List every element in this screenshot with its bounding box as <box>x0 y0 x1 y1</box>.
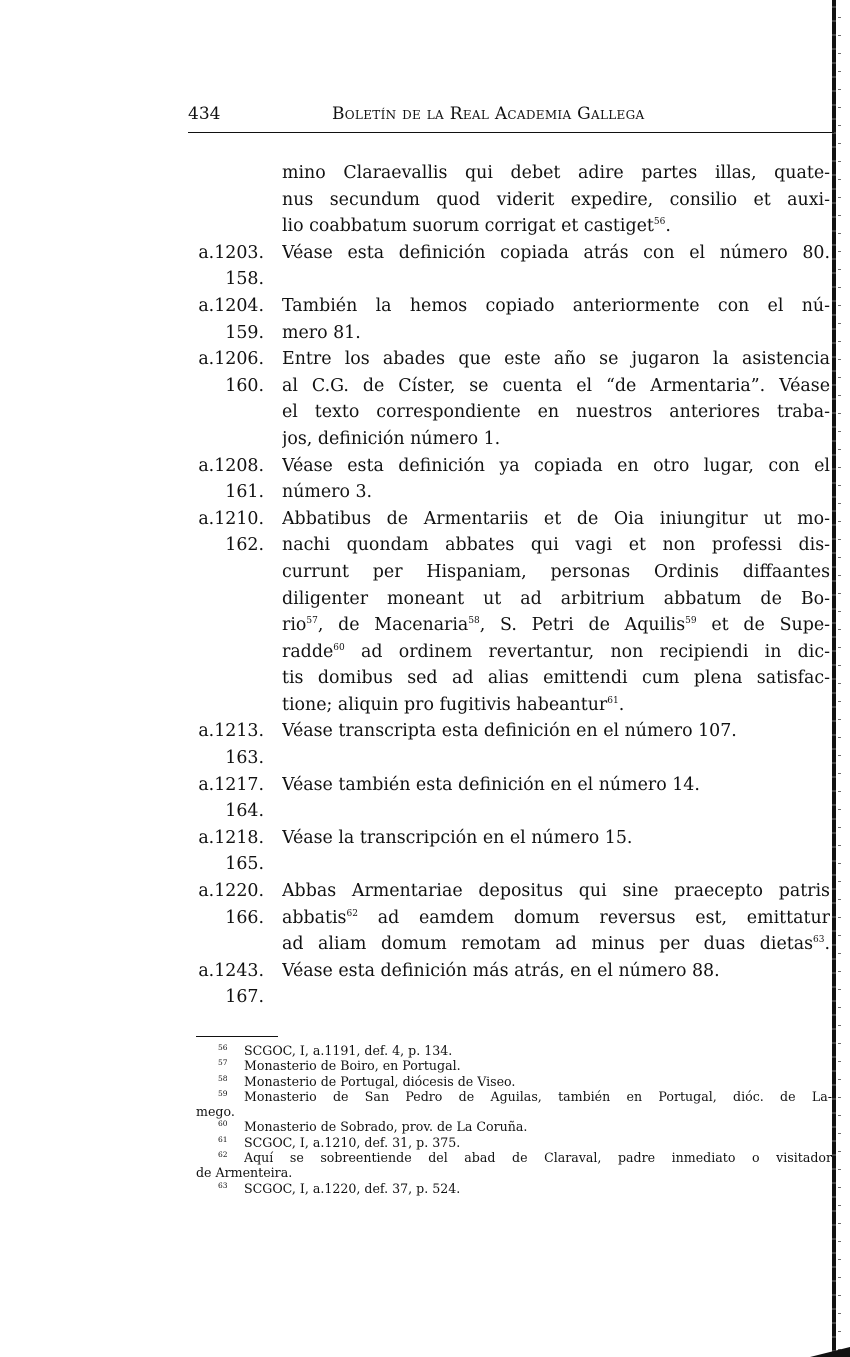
text-line <box>188 851 834 878</box>
text-line <box>188 639 834 666</box>
text-line <box>188 213 834 240</box>
text-line <box>188 320 834 347</box>
text-run: Véase también esta definición en el número 14. <box>282 774 700 795</box>
footnote-number: 60 <box>218 1119 228 1129</box>
text-line <box>188 905 834 932</box>
text-line <box>188 825 834 852</box>
line-text <box>282 718 830 745</box>
main-text <box>188 160 834 1011</box>
footnote-continuation: mego. <box>196 1104 235 1120</box>
line-text <box>282 479 830 506</box>
footnote-ref: 63 <box>813 935 825 946</box>
text-run: , de Macenaria <box>317 615 469 636</box>
footnote-ref: 58 <box>468 616 480 627</box>
text-line <box>188 160 834 187</box>
footnote <box>196 1104 836 1119</box>
text-run: ad aliam domum remotam ad minus per duas dietas <box>282 934 814 955</box>
page-number: 434 <box>188 104 221 124</box>
text-run: tis domibus sed ad alias emittendi cum plena satisfac- <box>282 668 830 689</box>
text-run: lio coabbatum suorum corrigat et castiget <box>282 216 654 237</box>
entry-label: a.1217. <box>198 774 264 795</box>
text-run: Véase esta definición más atrás, en el número 88. <box>282 960 720 981</box>
text-line <box>188 479 834 506</box>
line-text <box>282 878 830 905</box>
footnote <box>196 1181 836 1196</box>
text-line <box>188 187 834 214</box>
text-line <box>188 453 834 480</box>
footnote-text: SCGOC, I, a.1210, def. 31, p. 375. <box>244 1134 461 1150</box>
footnote <box>196 1150 836 1165</box>
text-run: tione; aliquin pro fugitivis habeantur <box>282 694 608 715</box>
entry-label: a.1243. <box>198 960 264 981</box>
text-run: radde <box>282 641 334 662</box>
text-line <box>188 532 834 559</box>
text-run: , S. Petri de Aquilis <box>479 615 686 636</box>
footnote <box>196 1165 836 1180</box>
line-text <box>282 187 830 214</box>
line-text <box>282 905 830 932</box>
text-run: el texto correspondiente en nuestros anteriores traba- <box>282 402 830 423</box>
text-line <box>188 266 834 293</box>
footnote-text: Monasterio de Sobrado, prov. de La Coruña. <box>244 1119 528 1135</box>
footnote-number: 56 <box>218 1043 228 1052</box>
text-line <box>188 665 834 692</box>
text-run: . <box>824 934 830 955</box>
text-run: et de Supe- <box>696 615 830 636</box>
footnote-number: 59 <box>218 1088 228 1098</box>
line-text <box>282 559 830 586</box>
text-run: diligenter moneant ut ad arbitrium abbatum de Bo- <box>282 588 830 609</box>
footnote-continuation: de Armenteira. <box>196 1165 293 1181</box>
entry-label: 161. <box>225 482 264 503</box>
text-line <box>188 692 834 719</box>
text-run: También la hemos copiado anteriormente con el nú- <box>282 295 830 316</box>
line-text <box>282 240 830 267</box>
entry-label: 162. <box>225 535 264 556</box>
entry-label: a.1203. <box>198 242 264 263</box>
text-run: . <box>665 216 671 237</box>
text-line <box>188 240 834 267</box>
line-text <box>282 692 830 719</box>
text-run: Véase la transcripción en el número 15. <box>282 827 633 848</box>
text-line <box>188 798 834 825</box>
text-line <box>188 346 834 373</box>
entry-label: a.1204. <box>198 295 264 316</box>
entry-label: a.1220. <box>198 881 264 902</box>
footnote-ref: 61 <box>607 695 619 706</box>
line-text <box>282 586 830 613</box>
text-line <box>188 931 834 958</box>
footnote <box>196 1043 836 1058</box>
footnote-text: SCGOC, I, a.1191, def. 4, p. 134. <box>244 1043 453 1058</box>
entry-label: 164. <box>225 801 264 822</box>
text-line <box>188 772 834 799</box>
text-line <box>188 745 834 772</box>
text-line <box>188 984 834 1011</box>
text-run: ad eamdem domum reversus est, emittatur <box>357 907 830 928</box>
footnotes <box>196 1043 836 1196</box>
footnote-number: 58 <box>218 1073 228 1083</box>
entry-label: 158. <box>225 269 264 290</box>
line-text <box>282 958 830 985</box>
text-line <box>188 373 834 400</box>
text-line <box>188 586 834 613</box>
footnote-text: SCGOC, I, a.1220, def. 37, p. 524. <box>244 1180 461 1196</box>
text-line <box>188 559 834 586</box>
text-run: Véase esta definición copiada atrás con el número 80. <box>282 242 830 263</box>
footnote-text: Aquí se sobreentiende del abad de Claraval, padre inmediato o visitador <box>244 1150 832 1166</box>
line-text <box>282 293 830 320</box>
text-run: número 3. <box>282 482 373 503</box>
line-text <box>282 612 830 639</box>
text-run: currunt per Hispaniam, personas Ordinis diffaantes <box>282 561 830 582</box>
footnote-rule <box>196 1036 278 1037</box>
line-text <box>282 160 830 187</box>
scan-noise <box>838 0 841 1357</box>
line-text <box>282 665 830 692</box>
line-text <box>282 506 830 533</box>
footnote-ref: 62 <box>346 908 358 919</box>
entry-label: 160. <box>225 375 264 396</box>
line-text <box>282 453 830 480</box>
page-corner-shadow <box>810 1347 850 1357</box>
line-text <box>282 213 830 240</box>
text-run: Abbas Armentariae depositus qui sine praecepto patris <box>282 881 830 902</box>
entry-label: a.1206. <box>198 349 264 370</box>
entry-label: 167. <box>225 987 264 1008</box>
running-header <box>188 104 834 128</box>
line-text <box>282 825 830 852</box>
footnote-text: Monasterio de Boiro, en Portugal. <box>244 1058 461 1074</box>
line-text <box>282 426 830 453</box>
entry-label: a.1213. <box>198 721 264 742</box>
header-rule <box>188 132 834 133</box>
text-run: nachi quondam abbates qui vagi et non professi dis- <box>282 535 830 556</box>
text-line <box>188 293 834 320</box>
footnote-ref: 59 <box>685 616 697 627</box>
footnote-ref: 60 <box>333 642 345 653</box>
entry-label: a.1210. <box>198 508 264 529</box>
footnote-number: 62 <box>218 1150 228 1160</box>
footnote-number: 57 <box>218 1058 228 1068</box>
text-run: mino Claraevallis qui debet adire partes illas, quate- <box>282 163 830 183</box>
footnote <box>196 1119 836 1134</box>
text-run: nus secundum quod viderit expedire, consilio et auxi- <box>282 189 830 210</box>
entry-label: a.1208. <box>198 455 264 476</box>
text-run: abbatis <box>282 907 347 928</box>
entry-label: 165. <box>225 854 264 875</box>
footnote-ref: 57 <box>306 616 318 627</box>
text-line <box>188 878 834 905</box>
entry-label: 159. <box>225 322 264 343</box>
line-text <box>282 532 830 559</box>
text-line <box>188 426 834 453</box>
footnote-number: 61 <box>218 1134 228 1144</box>
entry-label: 166. <box>225 907 264 928</box>
entry-label: 163. <box>225 748 264 769</box>
line-text <box>282 320 830 347</box>
text-run: Abbatibus de Armentariis et de Oia iniungitur ut mo- <box>282 508 830 529</box>
line-text <box>282 346 830 373</box>
line-text <box>282 399 830 426</box>
line-text <box>282 772 830 799</box>
footnote-text: Monasterio de Portugal, diócesis de Viseo. <box>244 1073 516 1089</box>
entry-label: a.1218. <box>198 827 264 848</box>
text-run: rio <box>282 615 307 636</box>
text-run: Véase esta definición ya copiada en otro lugar, con el <box>282 455 830 476</box>
text-run: Entre los abades que este año se jugaron la asistencia <box>282 349 830 370</box>
footnote <box>196 1089 836 1104</box>
text-run: mero 81. <box>282 322 361 343</box>
text-run: . <box>618 694 625 715</box>
line-text <box>282 931 830 958</box>
footnote <box>196 1135 836 1150</box>
text-run: Véase transcripta esta definición en el número 107. <box>282 721 737 742</box>
text-line <box>188 399 834 426</box>
text-line <box>188 506 834 533</box>
text-line <box>188 718 834 745</box>
footnote-text: Monasterio de San Pedro de Aguilas, también en Portugal, dióc. de La- <box>244 1088 832 1104</box>
text-run: jos, definición número 1. <box>282 428 501 449</box>
footnote <box>196 1058 836 1073</box>
text-run: al C.G. de Císter, se cuenta el “de Armentaria”. Véase <box>282 375 830 396</box>
running-title: Boletín de la Real Academia Gallega <box>332 104 645 124</box>
footnote-number: 63 <box>218 1180 228 1190</box>
footnote <box>196 1074 836 1089</box>
line-text <box>282 639 830 666</box>
text-line <box>188 958 834 985</box>
line-text <box>282 373 830 400</box>
text-line <box>188 612 834 639</box>
footnote-ref: 56 <box>653 217 666 228</box>
text-run: ad ordinem revertantur, non recipiendi in dic- <box>344 641 830 662</box>
